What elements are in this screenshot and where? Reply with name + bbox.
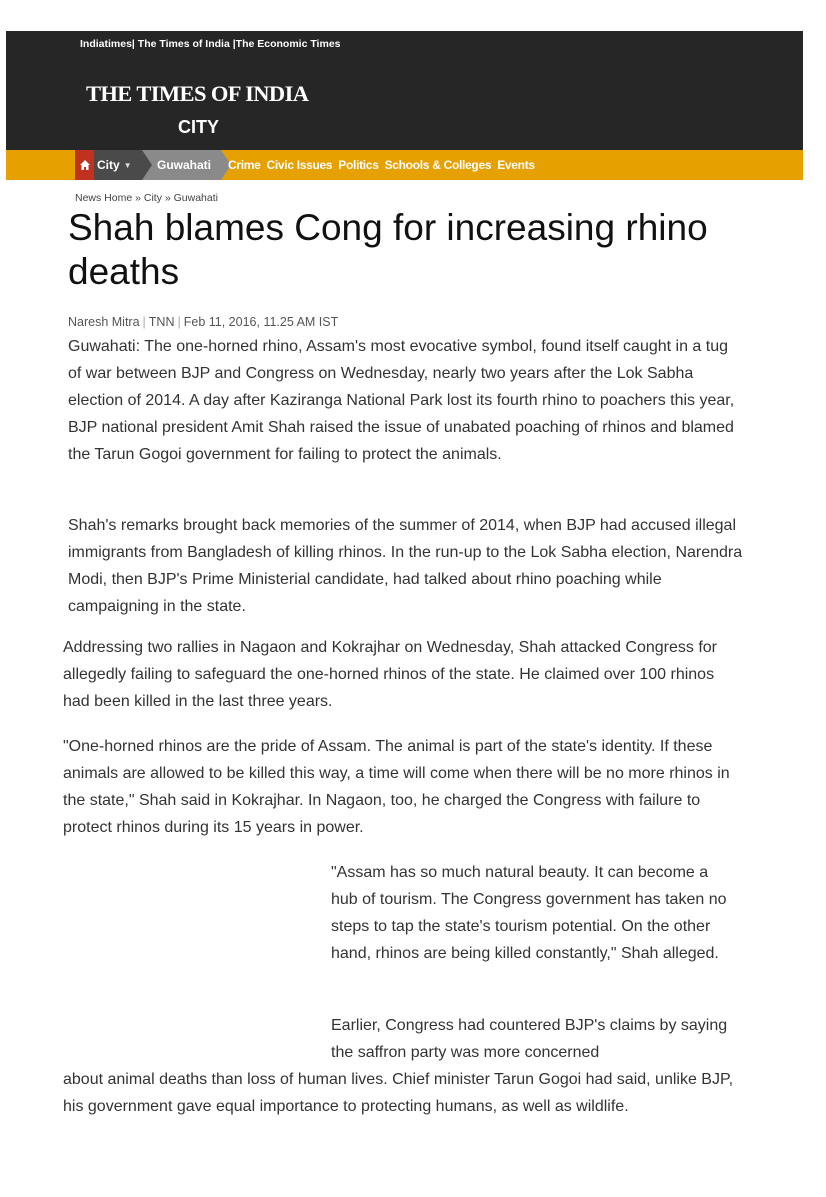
article-paragraph: about animal deaths than loss of human lives. Chief minister Tarun Gogoi had said, unlike BJP, his government gave equal importance to protecting humans, as well as wildlife. xyxy=(63,1071,734,1115)
nav-link-civic-issues[interactable]: Civic Issues xyxy=(266,158,333,172)
nav-links xyxy=(228,150,535,180)
nav-guwahati-label: Guwahati xyxy=(157,158,212,172)
breadcrumb[interactable]: News Home » City » Guwahati xyxy=(75,192,218,204)
article-paragraph: "One-horned rhinos are the pride of Assam. The animal is part of the state's identity. If these animals are allowed to be killed this way, a time will come when there will be no more rhinos in the state," Shah said in Kokrajhar. In Nagaon, too, he charged the Congress with failure to protect rhinos during its 15 years in power. xyxy=(63,738,730,836)
news-source: TNN xyxy=(148,315,175,329)
nav-city-dropdown[interactable] xyxy=(94,150,142,180)
section-title[interactable]: CITY xyxy=(178,117,220,137)
article-paragraph: Earlier, Congress had countered BJP's claims by saying the saffron party was more concerned xyxy=(331,1017,728,1061)
link-times-of-india[interactable]: The Times of India xyxy=(137,38,230,50)
article-paragraph: Addressing two rallies in Nagaon and Kokrajhar on Wednesday, Shah attacked Congress for allegedly failing to safeguard the one-horned rhinos of the state. He claimed over 100 rhinos had been killed in the last three years. xyxy=(63,639,718,710)
nav-guwahati[interactable] xyxy=(142,150,221,180)
article-paragraph: "Assam has so much natural beauty. It can become a hub of tourism. The Congress government has taken no steps to tap the state's tourism potential. On the other hand, rhinos are being killed constantly," Shah alleged. xyxy=(331,864,727,962)
byline xyxy=(68,315,338,329)
nav-city-label: City xyxy=(97,158,120,172)
nav-link-crime[interactable]: Crime xyxy=(228,158,261,172)
publish-date: Feb 11, 2016, 11.25 AM IST xyxy=(183,315,339,329)
byline-separator: | xyxy=(177,315,181,329)
section-navbar xyxy=(6,150,803,180)
link-economic-times[interactable]: |The Economic Times xyxy=(232,38,341,50)
article-paragraph: Guwahati: The one-horned rhino, Assam's most evocative symbol, found itself caught in a tug of war between BJP and Congress on Wednesday, nearly two years after the Lok Sabha election of 2014. A day after Kaziranga National Park lost its fourth rhino to poachers this year, BJP national president Amit Shah raised the issue of unabated poaching of rhinos and blamed the Tarun Gogoi government for failing to protect the animals. xyxy=(68,338,735,463)
nav-link-schools-colleges[interactable]: Schools & Colleges xyxy=(384,158,492,172)
home-button[interactable] xyxy=(75,150,94,180)
top-links xyxy=(80,38,341,50)
author-name[interactable]: Naresh Mitra xyxy=(68,315,140,329)
nav-link-politics[interactable]: Politics xyxy=(338,158,379,172)
home-icon xyxy=(79,159,91,171)
link-indiatimes[interactable]: Indiatimes| xyxy=(80,38,135,50)
nav-link-events[interactable]: Events xyxy=(497,158,535,172)
breadcrumb-arrow xyxy=(142,150,152,180)
site-logo[interactable]: THE TIMES OF INDIA xyxy=(86,81,309,106)
site-header xyxy=(6,31,803,150)
chevron-down-icon: ▼ xyxy=(123,160,132,170)
article-title: Shah blames Cong for increasing rhino deaths xyxy=(68,207,708,292)
byline-separator: | xyxy=(142,315,146,329)
article-paragraph: Shah's remarks brought back memories of the summer of 2014, when BJP had accused illegal immigrants from Bangladesh of killing rhinos. In the run-up to the Lok Sabha election, Narendra Modi, then BJP's Prime Ministerial candidate, had talked about rhino poaching while campaigning in the state. xyxy=(68,517,743,615)
